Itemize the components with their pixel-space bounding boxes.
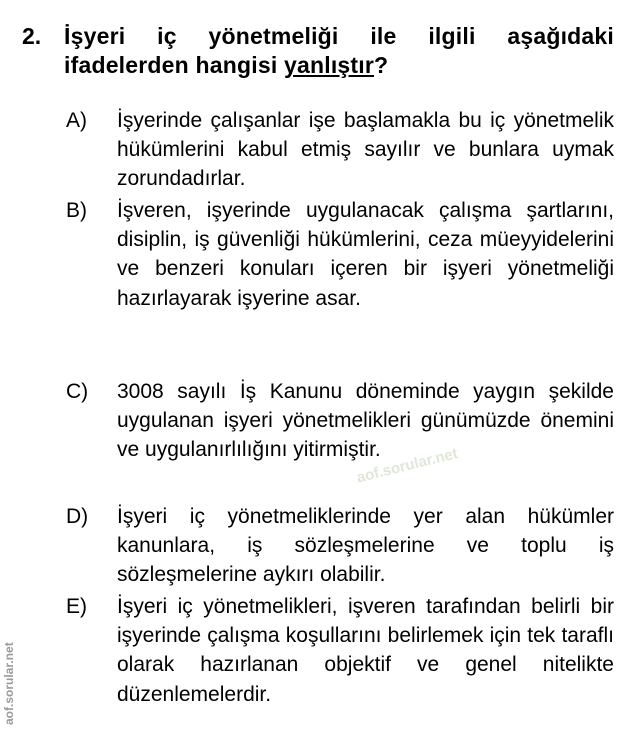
option-text: İşyeri iç yönetmeliklerinde yer alan hükümler kanunlara, iş sözleşmelerine ve toplu iş sözleşmelerine aykırı olabilir. [117, 505, 614, 587]
option-letter: B) [66, 199, 87, 222]
option-letter: D) [66, 505, 89, 528]
question-number: 2. [22, 23, 42, 49]
option-text: İşyerinde çalışanlar işe başlamakla bu iç yönetmelik hükümlerini kabul etmiş sayılır ve bunlara uymak zorundadırlar. [117, 109, 614, 191]
option-text: 3008 sayılı İş Kanunu döneminde yaygın şekilde uygulanan işyeri yönetmelikleri günümüzde önemini ve uygulanırlılığını yitirmiştir. [117, 380, 614, 462]
question-emphasis: yanlıştır [284, 52, 375, 78]
question-text-line1: İşyeri iç yönetmeliği ile ilgili aşağıdaki [64, 23, 614, 49]
option-text: İşveren, işyerinde uygulanacak çalışma şartlarını, disiplin, iş güvenliği hükümlerini, ceza müeyyidelerini ve benzeri konuları içeren bir işyeri yönetmeliği hazırlayarak işyerine asar. [117, 199, 614, 310]
option-text: İşyeri iç yönetmelikleri, işveren tarafından belirli bir işyerinde çalışma koşullarını belirlemek için tek taraflı olarak hazırlanan objektif ve genel nitelikte düzenlemelerdir. [117, 595, 614, 706]
question-text [64, 22, 614, 80]
question-text-suffix: ? [374, 52, 389, 78]
option-letter: A) [66, 109, 87, 132]
option-letter: C) [66, 380, 89, 403]
option-letter: E) [66, 595, 87, 618]
watermark-center: aof.sorular.net [355, 444, 460, 487]
question-text-line2 [64, 52, 388, 78]
question-text-prefix: ifadelerden hangisi [64, 52, 284, 78]
watermark-side: aof.sorular.net [2, 642, 16, 725]
